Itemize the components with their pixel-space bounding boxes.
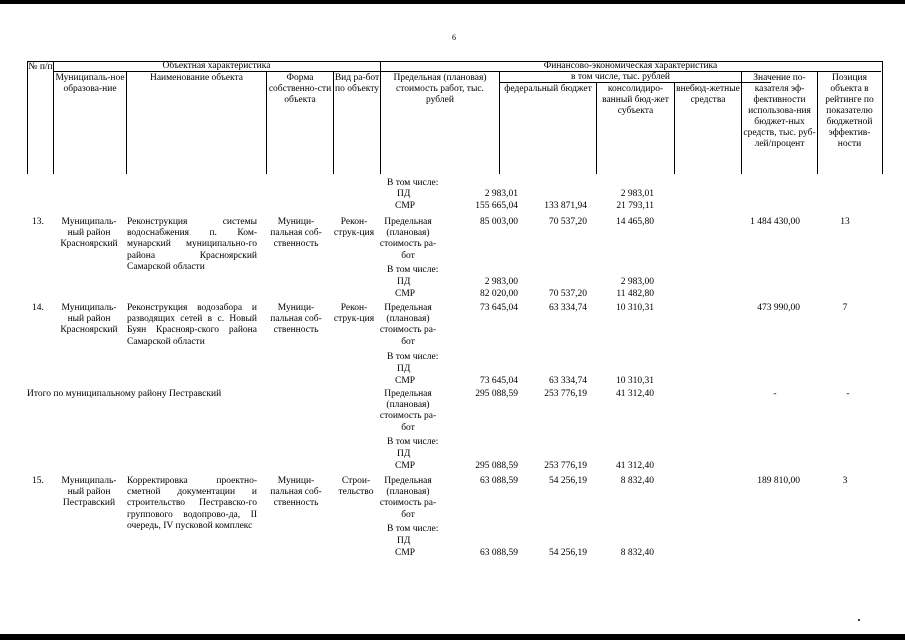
row-municipality: Муниципаль-ный район Красноярский	[60, 217, 118, 250]
subtotal-smr-federal: 253 776,19	[544, 461, 587, 471]
objective-group-header: Объектная характеристика	[162, 61, 271, 71]
col-num-header: № п/п	[28, 62, 53, 72]
row-federal: 63 334,74	[549, 303, 587, 313]
row-efficiency: 473 990,00	[757, 303, 800, 313]
pd-label: ПД	[397, 277, 411, 287]
row-total: 85 003,00	[480, 217, 518, 227]
row-municipality: Муниципаль-ный район Красноярский	[60, 303, 118, 336]
cont-pd-consolidated: 2 983,01	[620, 189, 654, 199]
row-num: 14.	[32, 303, 44, 313]
subtotal-smr-consolidated: 41 312,40	[616, 461, 654, 471]
financial-group-header: Финансово-экономическая характеристика	[543, 61, 718, 71]
row-limit-cost-label: Предельная (плановая) стоимость ра-бот	[379, 303, 437, 347]
row-smr-consolidated: 10 310,31	[616, 376, 654, 386]
col-federal-header: федеральный бюджет	[504, 84, 592, 94]
smr-label: СМР	[395, 201, 416, 211]
page-number: 6	[452, 33, 456, 42]
including-label: В том числе:	[387, 265, 439, 275]
col-maxcost-header: Предельная (плановая) стоимость работ, тыс. рублей	[393, 73, 487, 105]
cont-smr-consolidated: 21 793,11	[616, 201, 654, 211]
row-smr-total: 63 088,59	[480, 548, 518, 558]
row-total: 73 645,04	[480, 303, 518, 313]
rule	[126, 71, 127, 174]
subtotal-label: Итого по муниципальному району Пестравский	[27, 389, 222, 399]
scan-speck	[858, 619, 860, 621]
subtotal-total: 295 088,59	[475, 389, 518, 399]
smr-label: СМР	[395, 289, 416, 299]
row-consolidated: 8 832,40	[620, 476, 654, 486]
subtotal-smr-total: 295 088,59	[475, 461, 518, 471]
row-pd-total: 2 983,00	[484, 277, 518, 287]
smr-label: СМР	[395, 461, 416, 471]
row-object-name: Реконструкция системы водоснабжения п. Ком-мунарский муниципально-го района Красноярский Самарской области	[127, 217, 257, 272]
subtotal-federal: 253 776,19	[544, 389, 587, 399]
row-smr-consolidated: 11 482,80	[616, 289, 654, 299]
row-rating: 3	[842, 476, 848, 486]
row-efficiency: 1 484 430,00	[750, 217, 800, 227]
table-header	[27, 61, 883, 174]
row-ownership: Муници-пальная соб-ственность	[270, 217, 322, 250]
including-label: В том числе:	[387, 352, 439, 362]
cont-smr-federal: 133 871,94	[544, 201, 587, 211]
col-worktype-header: Вид ра-бот по объекту	[334, 73, 380, 94]
row-smr-federal: 70 537,20	[549, 289, 587, 299]
smr-label: СМР	[395, 376, 416, 386]
pd-label: ПД	[397, 364, 411, 374]
top-border	[0, 0, 905, 4]
col-consolidated-header: консолидиро-ванный бюд-жет субъекта	[602, 84, 669, 116]
smr-label: СМР	[395, 548, 416, 558]
col-offbudget-header: внебюд-жетные средства	[676, 84, 740, 105]
col-ownership-header: Форма собственно-сти объекта	[268, 73, 332, 105]
row-pd-consolidated: 2 983,00	[620, 277, 654, 287]
pd-label: ПД	[397, 449, 411, 459]
row-smr-federal: 54 256,19	[549, 548, 587, 558]
col-efficiency-header: Значение по-казателя эф-фективности использова-ния бюджет-ных средств, тыс. руб-лей/процент	[743, 73, 816, 149]
subtotal-rating: -	[846, 389, 850, 399]
including-label: В том числе:	[387, 437, 439, 447]
row-worktype: Строи-тельство	[338, 476, 374, 498]
cont-pd-total: 2 983,01	[484, 189, 518, 199]
row-smr-total: 73 645,04	[480, 376, 518, 386]
row-worktype: Рекон-струк-ция	[333, 217, 375, 239]
row-federal: 70 537,20	[549, 217, 587, 227]
row-consolidated: 10 310,31	[616, 303, 654, 313]
subtotal-efficiency: -	[773, 389, 777, 399]
row-consolidated: 14 465,80	[616, 217, 654, 227]
row-rating: 13	[840, 217, 850, 227]
row-object-name: Корректировка проектно-сметной документации и строительство Пестравско-го группового водопрово-да, II очередь, IV пусковой комплекс	[127, 476, 257, 531]
row-limit-cost-label: Предельная (плановая) стоимость ра-бот	[379, 217, 437, 261]
row-num: 13.	[32, 217, 44, 227]
col-rating-header: Позиция объекта в рейтинге по показателю бюджетной эффектив-ности	[825, 73, 874, 149]
col-name-header: Наименование объекта	[149, 73, 243, 83]
including-label: В том числе:	[387, 178, 439, 188]
col-including-header: в том числе, тыс. рублей	[570, 72, 671, 82]
row-worktype: Рекон-струк-ция	[333, 303, 375, 325]
row-num: 15.	[32, 476, 44, 486]
row-object-name: Реконструкция водозабора и разводящих сетей в с. Новый Буян Краснояр-ского района Самарской области	[127, 303, 257, 347]
col-municipality-header: Муниципаль-ное образова-ние	[55, 73, 125, 94]
pd-label: ПД	[397, 536, 411, 546]
row-efficiency: 189 810,00	[757, 476, 800, 486]
row-smr-consolidated: 8 832,40	[620, 548, 654, 558]
row-smr-federal: 63 334,74	[549, 376, 587, 386]
row-ownership: Муници-пальная соб-ственность	[270, 303, 322, 336]
subtotal-consolidated: 41 312,40	[616, 389, 654, 399]
including-label: В том числе:	[387, 524, 439, 534]
row-municipality: Муниципаль-ный район Пестравский	[61, 476, 117, 509]
row-federal: 54 256,19	[549, 476, 587, 486]
row-limit-cost-label: Предельная (плановая) стоимость ра-бот	[379, 476, 437, 520]
row-smr-total: 82 020,00	[480, 289, 518, 299]
row-total: 63 088,59	[480, 476, 518, 486]
row-limit-cost-label: Предельная (плановая) стоимость ра-бот	[379, 389, 437, 433]
bottom-border	[0, 634, 905, 640]
pd-label: ПД	[397, 189, 411, 199]
cont-smr-total: 155 665,04	[475, 201, 518, 211]
row-ownership: Муници-пальная соб-ственность	[270, 476, 322, 509]
row-rating: 7	[842, 303, 848, 313]
